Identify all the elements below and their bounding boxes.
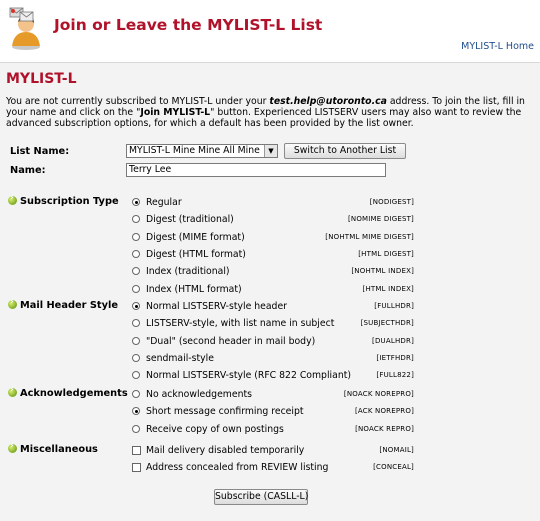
switch-list-button[interactable]: Switch to Another List [284, 143, 406, 159]
group-label-3 [8, 444, 98, 455]
section-title: MYLIST-L [6, 71, 77, 87]
option-code: [NOMIME DIGEST] [347, 215, 414, 224]
checkbox-option[interactable] [132, 461, 414, 474]
list-home-link[interactable]: MYLIST-L Home [461, 41, 534, 52]
option-code: [NOHTML MIME DIGEST] [325, 232, 414, 241]
radio-button[interactable] [132, 198, 140, 206]
option-code: [FULLHDR] [374, 302, 414, 310]
bullet-arrow-icon [8, 388, 17, 397]
option-code: [FULL822] [376, 371, 414, 380]
radio-option[interactable] [132, 369, 414, 382]
user-address: test.help@utoronto.ca [269, 96, 387, 107]
radio-option[interactable] [132, 231, 414, 244]
page-title: Join or Leave the MYLIST-L List [54, 16, 323, 34]
option-code: [CONCEAL] [373, 463, 414, 472]
option-label: No acknowledgements [146, 389, 252, 400]
checkbox-option[interactable] [132, 444, 414, 457]
option-code: [NOACK REPRO] [355, 424, 414, 433]
checkbox[interactable] [132, 446, 141, 455]
radio-option[interactable] [132, 335, 414, 348]
option-code: [IETFHDR] [376, 353, 414, 362]
radio-option[interactable] [132, 405, 414, 418]
radio-button[interactable] [132, 267, 140, 275]
option-label: "Dual" (second header in mail body) [146, 335, 316, 347]
option-label: Digest (traditional) [146, 214, 234, 226]
option-code: [DUALHDR] [372, 336, 414, 345]
option-label: Digest (HTML format) [146, 248, 246, 260]
radio-option[interactable] [132, 265, 414, 278]
chevron-down-icon: ▼ [264, 145, 277, 157]
radio-button[interactable] [132, 302, 140, 310]
option-label: Normal LISTSERV-style (RFC 822 Compliant) [146, 370, 351, 382]
radio-button[interactable] [132, 285, 140, 293]
radio-option[interactable] [132, 300, 414, 313]
radio-button[interactable] [132, 233, 140, 241]
option-label: LISTSERV-style, with list name in subject [146, 318, 335, 330]
radio-option[interactable] [132, 248, 414, 261]
option-label: sendmail-style [146, 352, 214, 364]
checkbox[interactable] [132, 463, 141, 472]
option-label: Receive copy of own postings [146, 423, 284, 435]
radio-button[interactable] [132, 390, 140, 398]
option-label: Mail delivery disabled temporarily [146, 445, 305, 456]
name-label: Name: [10, 165, 46, 176]
group-label-2 [8, 388, 128, 399]
option-label: Address concealed from REVIEW listing [146, 462, 329, 474]
radio-button[interactable] [132, 215, 140, 223]
group-label-text: Subscription Type [20, 196, 119, 207]
option-label: Short message confirming receipt [146, 406, 304, 418]
list-name-select[interactable]: MYLIST-L Mine Mine All Mine ▼ [126, 144, 278, 158]
subscribe-button[interactable]: Subscribe (CASLL-L) [214, 489, 308, 505]
bullet-arrow-icon [8, 444, 17, 453]
option-label: Digest (MIME format) [146, 231, 245, 243]
list-name-label: List Name: [10, 146, 70, 157]
group-label-0 [8, 196, 119, 207]
group-label-text: Miscellaneous [20, 444, 98, 455]
join-button-reference: Join MYLIST-L [140, 107, 211, 119]
radio-option[interactable] [132, 196, 414, 209]
radio-button[interactable] [132, 250, 140, 258]
group-label-1 [8, 300, 118, 311]
list-user-icon [6, 6, 46, 50]
option-code: [ACK NOREPRO] [354, 407, 414, 416]
option-code: [NOACK NOREPRO] [343, 390, 414, 398]
option-code: [NODIGEST] [369, 198, 414, 206]
radio-option[interactable] [132, 352, 414, 365]
group-label-text: Acknowledgements [20, 388, 128, 399]
page-header [0, 0, 540, 62]
radio-option[interactable] [132, 213, 414, 226]
option-code: [SUBJECTHDR] [360, 319, 414, 328]
intro-text: You are not currently subscribed to MYLIST-L under your test.help@utoronto.ca address. To join the list, fill in your name and click on the "Join MYLIST-L" button. Experienced LISTSERV users may also want to review the advanced subscription options, for which a default has been provided by the list owner. [6, 96, 525, 130]
radio-button[interactable] [132, 407, 140, 415]
option-code: [HTML INDEX] [362, 284, 414, 293]
option-label: Normal LISTSERV-style header [146, 301, 287, 312]
radio-button[interactable] [132, 319, 140, 327]
radio-option[interactable] [132, 317, 414, 330]
radio-option[interactable] [132, 423, 414, 436]
name-field[interactable]: Terry Lee [126, 163, 386, 177]
option-label: Index (traditional) [146, 266, 230, 278]
radio-button[interactable] [132, 354, 140, 362]
bullet-arrow-icon [8, 300, 17, 309]
radio-button[interactable] [132, 371, 140, 379]
radio-button[interactable] [132, 425, 140, 433]
option-code: [HTML DIGEST] [358, 249, 414, 258]
option-label: Index (HTML format) [146, 283, 242, 295]
option-code: [NOMAIL] [379, 446, 414, 454]
radio-option[interactable] [132, 388, 414, 401]
group-label-text: Mail Header Style [20, 300, 118, 311]
option-code: [NOHTML INDEX] [351, 267, 414, 276]
option-label: Regular [146, 197, 182, 208]
bullet-arrow-icon [8, 196, 17, 205]
radio-option[interactable] [132, 283, 414, 296]
radio-button[interactable] [132, 337, 140, 345]
